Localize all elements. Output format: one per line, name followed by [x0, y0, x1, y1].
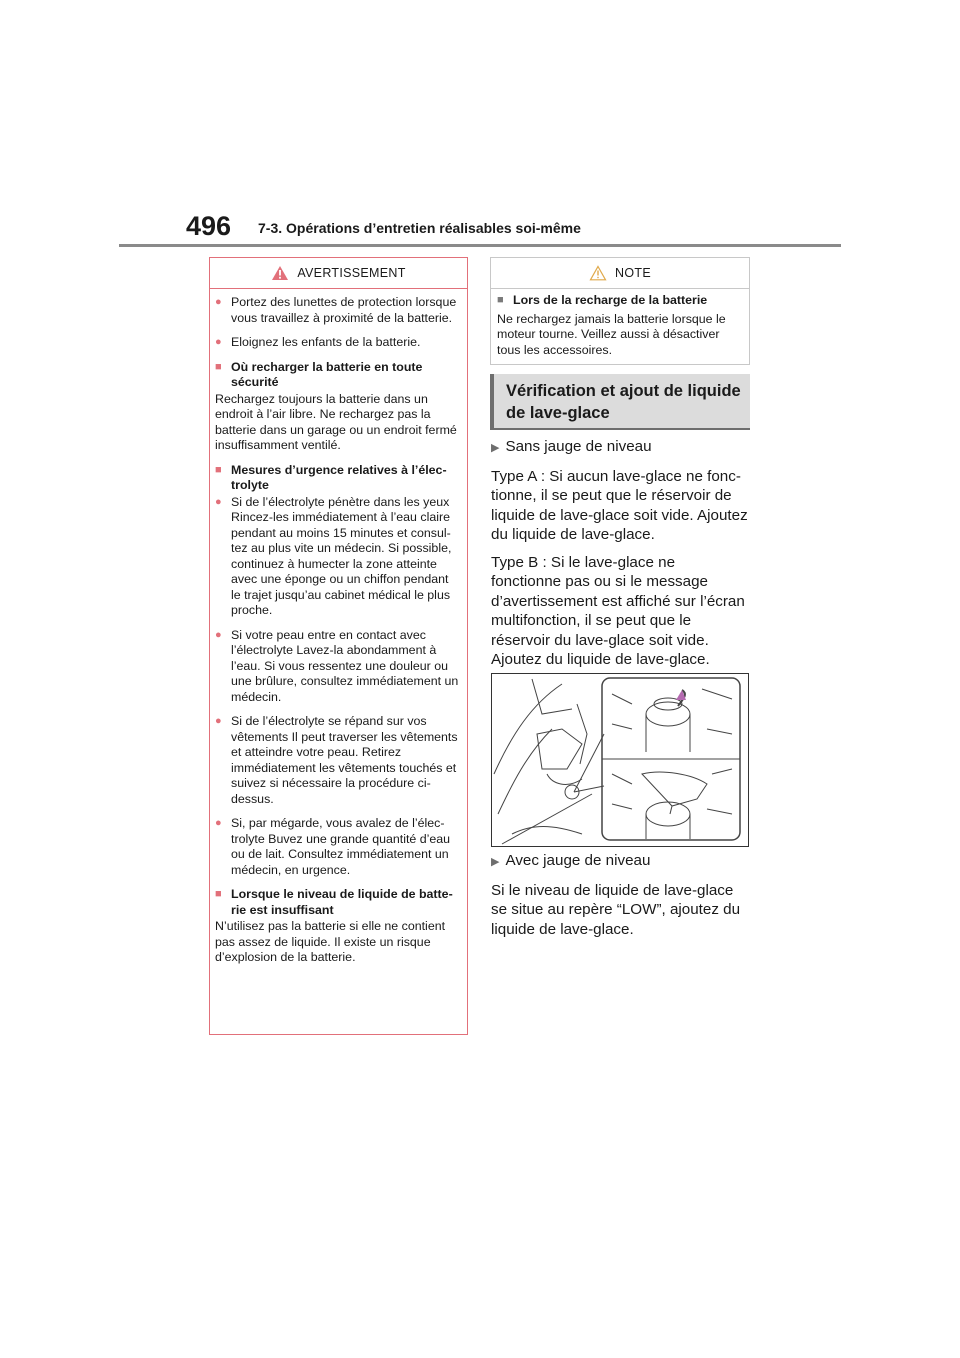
warning-bullet: ● Si, par mégarde, vous avalez de l’électrolyte Buvez une grande quantité d’eau ou de lait. Consultez immédiatement un médecin, en urgence. [215, 816, 451, 877]
warning-triangle-icon [271, 265, 289, 281]
warning-bullet: ● Si de l’électrolyte pénètre dans les yeux Rincez-les immédiatement à l’eau claire pendant au moins 15 minutes et consultez au plus vite un médecin. Si possible, continuez à humecter la zone atteinte avec une éponge ou un chiffon pendant le trajet jusqu’au cabinet médical le plus proche. [215, 494, 452, 617]
warning-body [210, 289, 467, 966]
warning-heading: ■ Mesures d’urgence relatives à l’électrolyte [215, 462, 447, 492]
bullet-dot-icon: ● [215, 296, 222, 308]
warning-heading: ■ Où recharger la batterie en toute sécurité [215, 359, 423, 389]
section-title: 7-3. Opérations d’entretien réalisables soi-même [258, 220, 581, 236]
header-divider [119, 244, 841, 247]
warning-box [209, 257, 468, 1035]
warning-paragraph: Rechargez toujours la batterie dans un endroit à l’air libre. Ne rechargez pas la batterie dans un garage ou un endroit fermé insuffisamment ventilé. [215, 391, 457, 452]
bullet-dot-icon: ● [215, 715, 222, 727]
bullet-dot-icon: ● [215, 628, 222, 641]
square-bullet-icon: ■ [215, 888, 222, 900]
square-bullet-icon: ■ [215, 463, 222, 476]
warning-header [210, 258, 467, 289]
engine-bay-illustration [492, 674, 748, 846]
warning-bullet: ● Eloignez les enfants de la batterie. [215, 335, 421, 349]
caution-triangle-outline-icon [589, 265, 607, 281]
note-body [491, 289, 749, 358]
subsection-title: Vérification et ajout de liquide de lave-glace [490, 374, 750, 430]
square-bullet-icon: ■ [497, 294, 504, 306]
note-header [491, 258, 749, 289]
warning-bullet: ● Portez des lunettes de protection lorsque vous travaillez à proximité de la batterie. [215, 295, 457, 325]
body-list-item: ▶ Avec jauge de niveau [491, 851, 749, 873]
note-box [490, 257, 750, 365]
body-column-bottom [491, 851, 749, 939]
right-triangle-icon: ▶ [491, 856, 500, 868]
note-heading: ■ Lors de la recharge de la batterie [497, 293, 708, 307]
note-title: NOTE [615, 266, 651, 280]
right-triangle-icon: ▶ [491, 442, 500, 454]
page-number: 496 [186, 211, 232, 241]
warning-bullet: ● Si de l’électrolyte se répand sur vos vêtements Il peut traverser les vêtements et atteindre votre peau. Retirez immédiatement les vêtements touchés et suivez si nécessaire la procédure ci-dessus. [215, 714, 458, 806]
body-paragraph: Type A : Si aucun lave-glace ne fonctionne, il se peut que le réservoir de liquide de lave-glace soit vide. Ajoutez du liquide de lave-glace. [491, 467, 748, 543]
body-paragraph: Si le niveau de liquide de lave-glace se situe au repère “LOW”, ajoutez du liquide de lave-glace. [491, 881, 741, 938]
washer-fluid-illustration [491, 673, 749, 847]
warning-heading: ■ Lorsque le niveau de liquide de batterie est insuffisant [215, 887, 453, 917]
bullet-dot-icon: ● [215, 817, 222, 829]
warning-paragraph: N’utilisez pas la batterie si elle ne contient pas assez de liquide. Il existe un risque d’explosion de la batterie. [215, 919, 446, 964]
note-paragraph: Ne rechargez jamais la batterie lorsque le moteur tourne. Veillez aussi à désactiver tous les accessoires. [497, 311, 726, 357]
bullet-dot-icon: ● [215, 336, 222, 348]
body-paragraph: Type B : Si le lave-glace ne fonctionne pas ou si le message d’avertissement est affiché sur l’écran multifonction, il se peut que le réservoir du lave-glace soit vide. Ajoutez du liquide de lave-glace. [491, 553, 745, 668]
warning-title: AVERTISSEMENT [297, 266, 406, 280]
body-list-item: ▶ Sans jauge de niveau [491, 437, 749, 459]
bullet-dot-icon: ● [215, 495, 222, 508]
body-column-top [491, 437, 749, 670]
square-bullet-icon: ■ [215, 360, 222, 373]
warning-bullet: ● Si votre peau entre en contact avec l’électrolyte Lavez-la abondamment à l’eau. Si vous ressentez une douleur ou une brûlure, consultez immédiatement un médecin. [215, 627, 459, 704]
